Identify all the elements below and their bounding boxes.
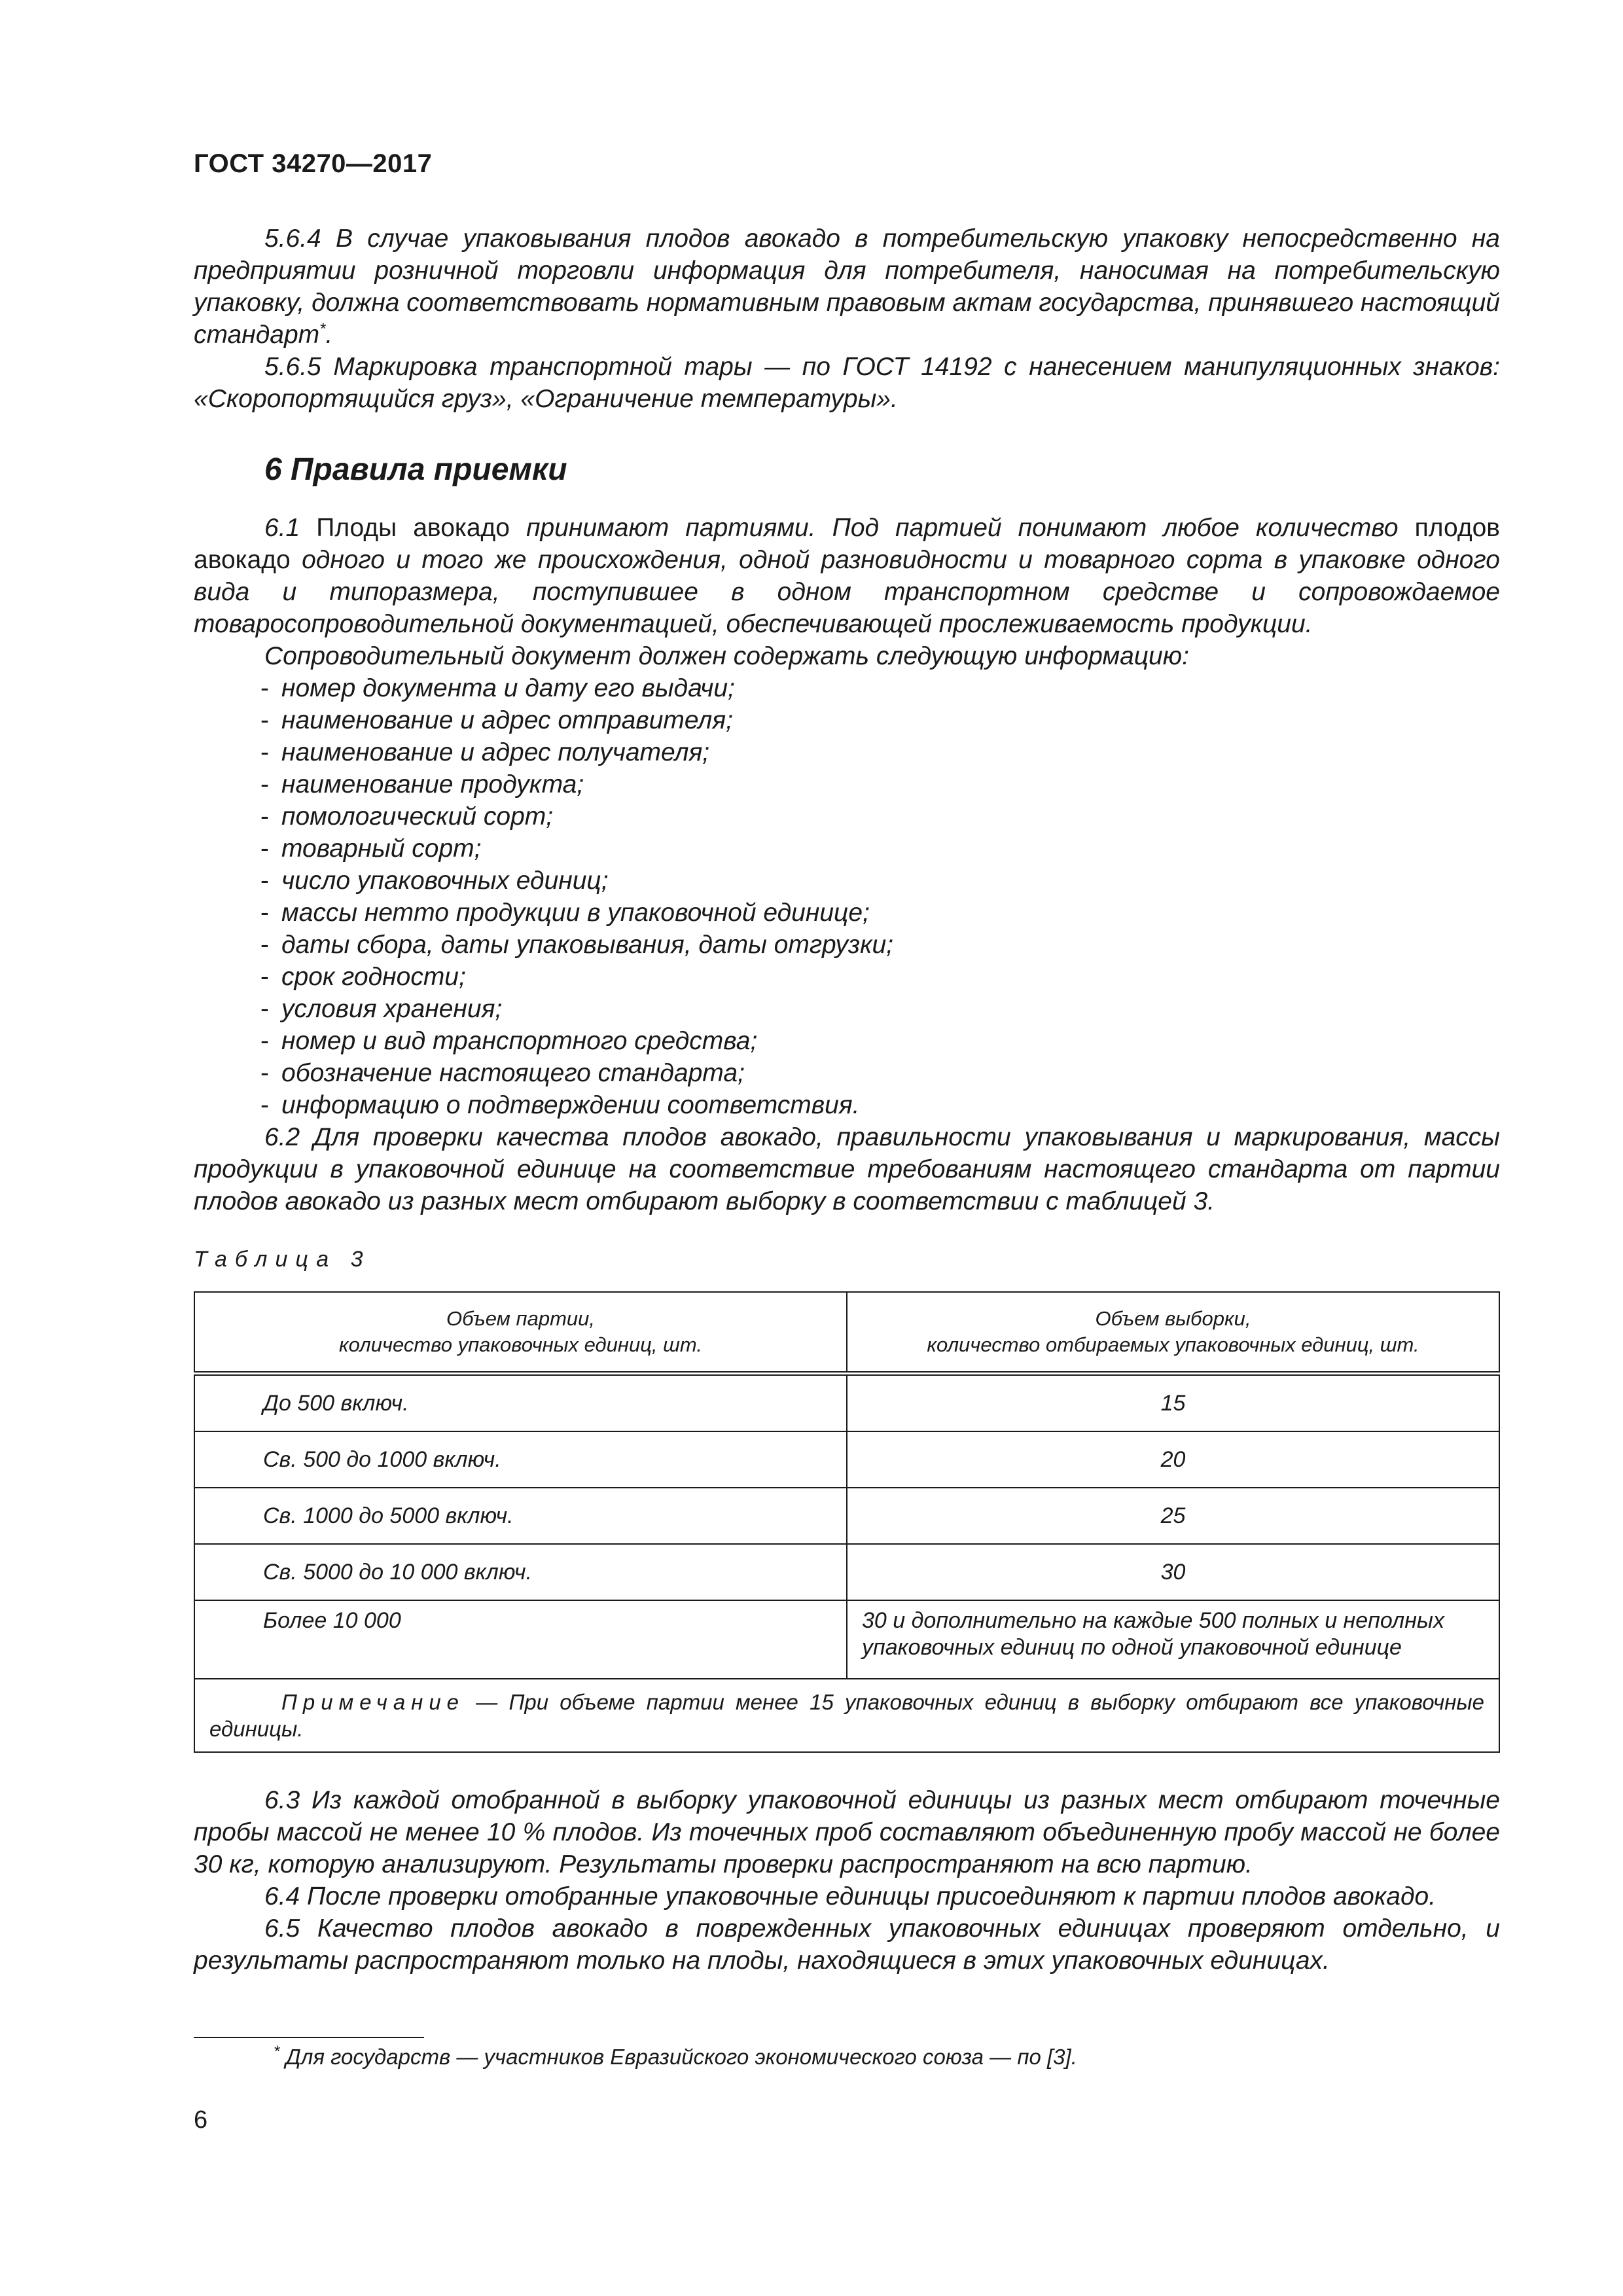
list-dash: - (260, 867, 269, 895)
table-row (194, 1374, 1499, 1432)
list-item-text: даты сбора, даты упаковывания, даты отгрузки; (281, 931, 894, 959)
lot-size-cell: Св. 500 до 1000 включ. (194, 1431, 847, 1488)
list-item (260, 865, 1500, 897)
paragraph-6-2: 6.2 Для проверки качества плодов авокадо, правильности упаковывания и маркирования, массы продукции в упаковочной единице на соответствие требованиям настоящего стандарта от партии плодов авокадо из разных мест отбирают выборку в соответствии с таблицей 3. (194, 1123, 1500, 1215)
sample-size-cell: 25 (847, 1488, 1499, 1544)
list-item (260, 897, 1500, 929)
list-dash: - (260, 1059, 269, 1087)
paragraph-6-1-text-1: принимают партиями. Под партией понимают любое количество (526, 514, 1399, 542)
footnote-text: Для государств — участников Евразийского экономического союза — по [3]. (279, 2045, 1077, 2069)
lot-size-cell: До 500 включ. (194, 1374, 847, 1432)
paragraph-6-1-subject-2: плодов авокадо (194, 514, 1500, 574)
list-item (260, 736, 1500, 768)
paragraph-6-3: 6.3 Из каждой отобранной в выборку упаковочной единицы из разных мест отбирают точечные пробы массой не менее 10 % плодов. Из точечных проб составляют объединенную пробу массой не более 30 кг, которую анализируют. Результаты проверки распространяют на всю партию. (194, 1786, 1500, 1878)
table-3 (194, 1291, 1500, 1753)
list-item-text: наименование и адрес получателя; (281, 738, 710, 766)
table-row (194, 1544, 1499, 1600)
column-header-line: количество упаковочных единиц, шт. (339, 1333, 702, 1356)
paragraph-5-6-4-end: . (325, 321, 333, 349)
list-dash: - (260, 995, 269, 1023)
list-item (260, 1089, 1500, 1121)
note-label: Примечание (281, 1690, 465, 1714)
paragraph-5-6-5: 5.6.5 Маркировка транспортной тары — по ГОСТ 14192 с нанесением манипуляционных знаков: «Скоропортящийся груз», «Ограничение температуры». (194, 353, 1500, 413)
list-item (260, 704, 1500, 736)
footnote-mark: * (274, 2043, 280, 2060)
list-item-text: товарный сорт; (281, 834, 482, 863)
lot-size-cell: Св. 1000 до 5000 включ. (194, 1488, 847, 1544)
list-dash: - (260, 674, 269, 702)
list-item-text: обозначение настоящего стандарта; (281, 1059, 745, 1087)
list-dash: - (260, 963, 269, 991)
column-header-sample-size (847, 1292, 1499, 1374)
list-item-text: срок годности; (281, 963, 466, 991)
list-item (260, 961, 1500, 993)
sample-size-cell: 15 (847, 1374, 1499, 1432)
table-row (194, 1431, 1499, 1488)
table-3-label: Таблица 3 (194, 1247, 371, 1272)
list-item-text: помологический сорт; (281, 802, 554, 831)
list-item-text: условия хранения; (281, 995, 503, 1023)
list-item (260, 1025, 1500, 1057)
list-dash: - (260, 931, 269, 959)
table-row (194, 1488, 1499, 1544)
page-number: 6 (194, 2106, 208, 2134)
list-dash: - (260, 738, 269, 766)
list-dash: - (260, 802, 269, 831)
list-item-text: массы нетто продукции в упаковочной единице; (281, 899, 870, 927)
table-row (194, 1600, 1499, 1679)
note-text: — При объеме партии менее 15 упаковочных единиц в выборку отбирают все упаковочные единицы. (209, 1690, 1484, 1741)
list-item (260, 800, 1500, 833)
list-item (260, 833, 1500, 865)
list-item-text: наименование продукта; (281, 770, 584, 798)
table-note-row (194, 1679, 1499, 1752)
list-dash: - (260, 834, 269, 863)
list-item-text: наименование и адрес отправителя; (281, 706, 733, 734)
sample-size-cell: 30 (847, 1544, 1499, 1600)
list-dash: - (260, 1091, 269, 1119)
list-dash: - (260, 706, 269, 734)
standard-header: ГОСТ 34270—2017 (194, 149, 433, 178)
section-6-title: 6 Правила приемки (264, 452, 567, 487)
column-header-line: Объем партии, (446, 1307, 595, 1330)
paragraph-6-5: 6.5 Качество плодов авокадо в поврежденных упаковочных единицах проверяют отдельно, и результаты распространяют только на плоды, находящиеся в этих упаковочных единицах. (194, 1914, 1500, 1975)
paragraph-5-6-4-text: 5.6.4 В случае упаковывания плодов авокадо в потребительскую упаковку непосредственно на предприятии розничной торговли информация для потребителя, наносимая на потребительскую упаковку, должна соответствовать нормативным правовым актам государства, принявшего настоящий стандарт (194, 224, 1500, 349)
footnote (274, 2045, 1077, 2070)
paragraph-6-1-subject: Плоды авокадо (300, 514, 527, 542)
footnote-reference[interactable]: * (319, 320, 326, 338)
list-item-text: номер документа и дату его выдачи; (281, 674, 735, 702)
table-note (194, 1679, 1499, 1752)
paragraph-6-4: 6.4 После проверки отобранные упаковочные единицы присоединяют к партии плодов авокадо. (264, 1882, 1436, 1910)
paragraph-6-1 (194, 512, 1500, 640)
list-item-text: номер и вид транспортного средства; (281, 1027, 758, 1055)
column-header-line: Объем выборки, (1095, 1307, 1251, 1330)
list-dash: - (260, 770, 269, 798)
document-info-list (194, 672, 1500, 1121)
sample-size-cell: 30 и дополнительно на каждые 500 полных и неполных упаковочных единиц по одной упаковочной единице (847, 1600, 1499, 1679)
column-header-line: количество отбираемых упаковочных единиц, шт. (927, 1333, 1419, 1356)
list-item-text: информацию о подтверждении соответствия. (281, 1091, 860, 1119)
list-item (260, 993, 1500, 1025)
list-item (260, 768, 1500, 800)
list-item (260, 1057, 1500, 1089)
footnote-separator (194, 2037, 424, 2038)
sample-size-cell: 20 (847, 1431, 1499, 1488)
list-item (260, 672, 1500, 704)
table-header-row (194, 1292, 1499, 1374)
list-item (260, 929, 1500, 961)
list-item-text: число упаковочных единиц; (281, 867, 609, 895)
list-dash: - (260, 1027, 269, 1055)
lot-size-cell: Св. 5000 до 10 000 включ. (194, 1544, 847, 1600)
paragraph-5-6-4 (194, 223, 1500, 351)
column-header-lot-size (194, 1292, 847, 1374)
page-body (194, 223, 1500, 1977)
list-dash: - (260, 899, 269, 927)
paragraph-6-1-text-2: одного и того же происхождения, одной разновидности и товарного сорта в упаковке одного вида и типоразмера, поступившее в одном транспортном средстве и сопровождаемое товаросопроводительной документацией, обеспечивающей прослеживаемость продукции. (194, 546, 1500, 638)
lot-size-cell: Более 10 000 (194, 1600, 847, 1679)
accompanying-document-intro: Сопроводительный документ должен содержать следующую информацию: (264, 642, 1189, 670)
paragraph-6-1-number: 6.1 (264, 514, 300, 542)
